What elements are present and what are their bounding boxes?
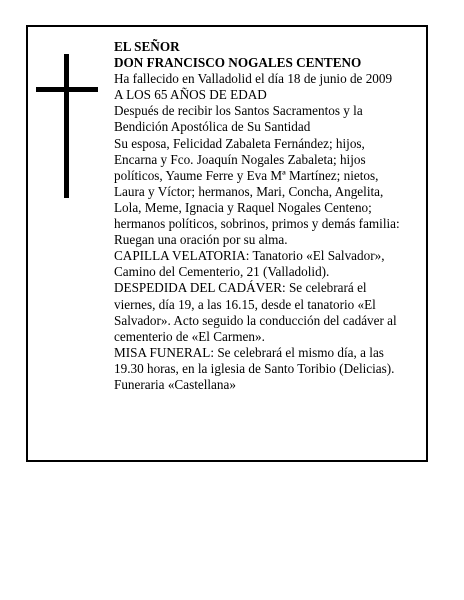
deceased-name: DON FRANCISCO NOGALES CENTENO	[114, 55, 362, 71]
farewell-line-3: Salvador». Acto seguido la conducción del cadáver al	[114, 312, 397, 328]
family-line-3: políticos, Yaume Ferre y Eva Mª Martínez; nietos,	[114, 167, 379, 183]
age-line: A LOS 65 AÑOS DE EDAD	[114, 87, 267, 103]
latin-cross-icon	[36, 54, 98, 198]
funeral-mass-line-2: 19.30 horas, en la iglesia de Santo Toribio (Delicias).	[114, 360, 395, 376]
family-line-1: Su esposa, Felicidad Zabaleta Fernández; hijos,	[114, 135, 365, 151]
chapel-line-1: CAPILLA VELATORIA: Tanatorio «El Salvador»,	[114, 248, 385, 264]
sacraments-line-1: Después de recibir los Santos Sacramentos y la	[114, 103, 363, 119]
farewell-line-2: viernes, día 19, a las 16.15, desde el tanatorio «El	[114, 296, 376, 312]
prayer-request: Ruegan una oración por su alma.	[114, 232, 288, 248]
family-line-2: Encarna y Fco. Joaquín Nogales Zabaleta; hijos	[114, 151, 366, 167]
funeral-mass-line-1: MISA FUNERAL: Se celebrará el mismo día, a las	[114, 344, 384, 360]
honorific-line: EL SEÑOR	[114, 39, 180, 54]
farewell-line-4: cementerio de «El Carmen».	[114, 328, 265, 344]
chapel-line-2: Camino del Cementerio, 21 (Valladolid).	[114, 264, 330, 280]
family-line-4: Laura y Víctor; hermanos, Mari, Concha, Angelita,	[114, 183, 384, 199]
sacraments-line-2: Bendición Apostólica de Su Santidad	[114, 119, 311, 135]
family-line-5: Lola, Meme, Ignacia y Raquel Nogales Centeno;	[114, 199, 372, 215]
cross-horizontal-bar	[36, 87, 98, 92]
obituary-text	[114, 39, 414, 393]
funeral-home: Funeraria «Castellana»	[114, 376, 236, 392]
death-place-date: Ha fallecido en Valladolid el día 18 de junio de 2009	[114, 71, 393, 87]
family-line-6: hermanos políticos, sobrinos, primos y demás familia:	[114, 216, 400, 232]
cross-vertical-bar	[64, 54, 69, 198]
farewell-line-1: DESPEDIDA DEL CADÁVER: Se celebrará el	[114, 280, 367, 296]
